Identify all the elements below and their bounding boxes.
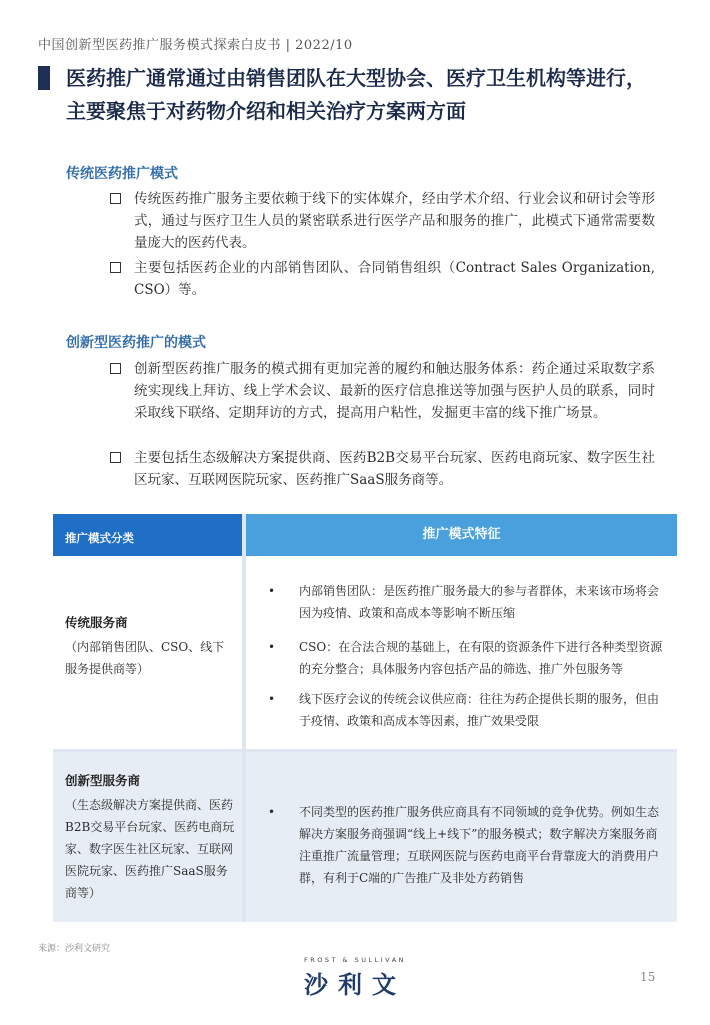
checkbox-bullet-icon — [110, 452, 121, 463]
table-row-traditional-features — [246, 559, 677, 748]
traditional-heading: 传统医药推广模式 — [66, 166, 178, 182]
logo-chinese-text: 沙利文 — [304, 971, 406, 999]
source-note: 来源：沙利文研究 — [38, 944, 111, 954]
category-subtitle: （内部销售团队、CSO、线下服务提供商等） — [65, 640, 225, 676]
traditional-bullet-1: 传统医药推广服务主要依赖于线下的实体媒介，经由学术介绍、行业会议和研讨会等形式，通过与医疗卫生人员的紧密联系进行医学产品和服务的推广，此模式下通常需要数量庞大的医药代表。 — [110, 188, 655, 254]
bullet-dot-icon: • — [268, 584, 276, 598]
feature-item: • CSO：在合法合规的基础上，在有限的资源条件下进行各种类型资源的充分整合；具体服务内容包括产品的筛选、推广外包服务等 — [268, 636, 668, 680]
category-subtitle: （生态级解决方案提供商、医药B2B交易平台玩家、医药电商玩家、数字医生社区玩家、互联网医院玩家、医药推广SaaS服务商等） — [65, 798, 235, 900]
feature-item: • 线下医疗会议的传统会议供应商：往往为药企提供长期的服务，但由于疫情、政策和高成本等因素，推广效果受限 — [268, 688, 668, 732]
promotion-mode-table — [53, 514, 677, 922]
feature-item: • 内部销售团队：是医药推广服务最大的参与者群体，未来该市场将会因为疫情、政策和高成本等影响不断压缩 — [268, 580, 668, 624]
title-accent-bar — [38, 66, 50, 90]
page-number: 15 — [640, 970, 656, 984]
page-title-line2: 主要聚焦于对药物介绍和相关治疗方案两方面 — [66, 99, 466, 123]
table-header-category: 推广模式分类 — [53, 514, 242, 556]
category-title: 传统服务商 — [65, 615, 128, 630]
checkbox-bullet-icon — [110, 262, 121, 273]
traditional-bullet-2: 主要包括医药企业的内部销售团队、合同销售组织（Contract Sales Organization, CSO）等。 — [110, 257, 655, 301]
table-row-innovative-category — [53, 752, 242, 922]
table-header-features: 推广模式特征 — [246, 514, 677, 556]
feature-item: • 不同类型的医药推广服务供应商具有不同领域的竞争优势。例如生态解决方案服务商强调“线上+线下”的服务模式；数字解决方案服务商注重推广流量管理；互联网医院与医药电商平台背靠庞大的消费用户群，有利于C端的广告推广及非处方药销售 — [268, 801, 668, 889]
innovative-heading: 创新型医药推广的模式 — [66, 335, 206, 351]
innovative-bullet-1: 创新型医药推广服务的模式拥有更加完善的履约和触达服务体系：药企通过采取数字系统实现线上拜访、线上学术会议、最新的医疗信息推送等加强与医护人员的联系，同时采取线下联络、定期拜访的方式，提高用户粘性，发掘更丰富的线下推广场景。 — [110, 358, 655, 424]
page-title-line1: 医药推广通常通过由销售团队在大型协会、医疗卫生机构等进行， — [66, 66, 646, 90]
document-header: 中国创新型医药推广服务模式探索白皮书 | 2022/10 — [38, 38, 353, 53]
bullet-dot-icon: • — [268, 692, 276, 706]
bullet-dot-icon: • — [268, 640, 276, 654]
innovative-bullet-2: 主要包括生态级解决方案提供商、医药B2B交易平台玩家、医药电商玩家、数字医生社区玩家、互联网医院玩家、医药推广SaaS服务商等。 — [110, 447, 655, 491]
logo-english-text: FROST & SULLIVAN — [303, 956, 407, 964]
checkbox-bullet-icon — [110, 363, 121, 374]
page-title — [66, 62, 686, 128]
table-row-innovative-features — [246, 752, 677, 922]
frost-sullivan-logo — [0, 956, 710, 1000]
table-row-traditional-category — [53, 559, 242, 748]
category-title: 创新型服务商 — [65, 773, 141, 788]
checkbox-bullet-icon — [110, 193, 121, 204]
bullet-dot-icon: • — [268, 805, 276, 819]
